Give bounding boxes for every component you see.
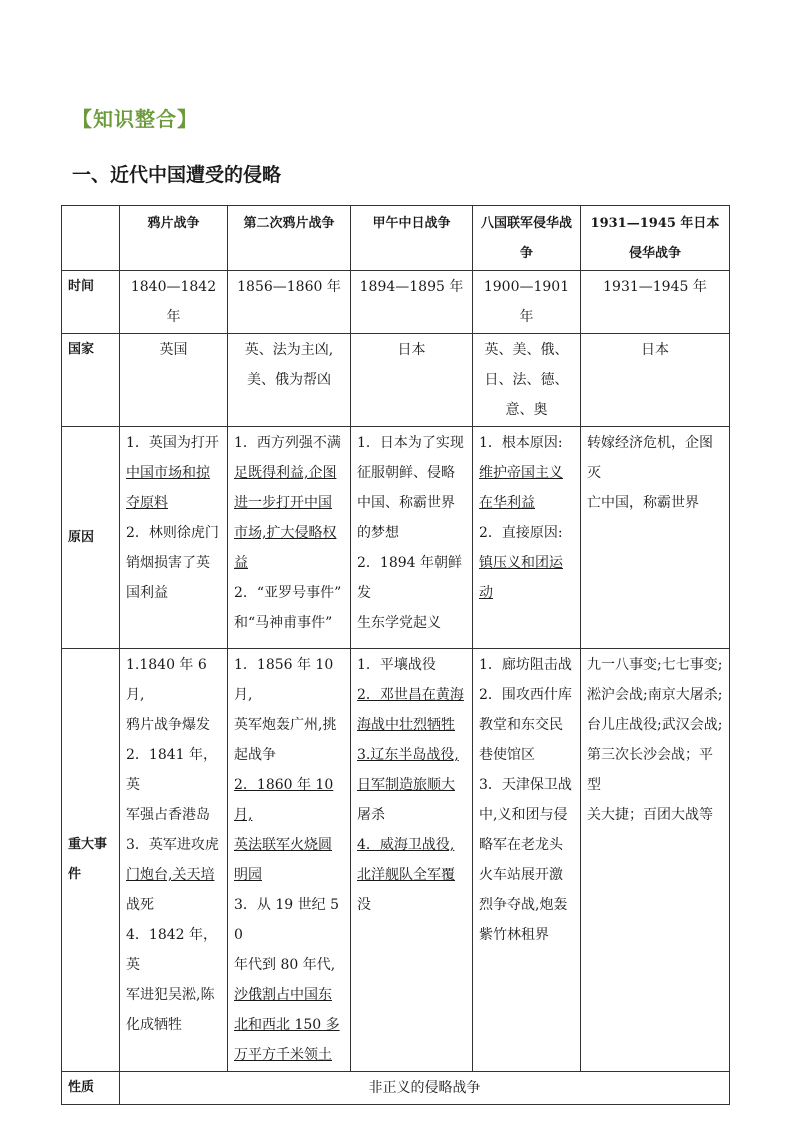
row-label-reason: 原因 <box>62 427 120 649</box>
cell-line: 征服朝鲜、侵略 <box>357 465 455 481</box>
time-cell: 1894—1895 年 <box>351 271 473 334</box>
cell-line: 动 <box>479 585 493 601</box>
cell-line: 北洋舰队全军覆 <box>357 867 455 883</box>
cell-line: 中国、称霸世界 <box>357 495 455 511</box>
cell-line: 台儿庄战役;武汉会战; <box>587 717 723 733</box>
cell-line: 2．1841 年，英 <box>126 747 217 793</box>
cell-line: 门炮台,关天培 <box>126 867 215 883</box>
cell-line: 年代到 80 年代, <box>234 957 336 973</box>
cell-line: 益 <box>234 555 248 571</box>
cell-line: 镇压义和团运 <box>479 555 563 571</box>
col-header-second-opium-war: 第二次鸦片战争 <box>228 206 351 271</box>
cell-line: 亡中国，称霸世界 <box>587 495 699 511</box>
cell-line: 2．邓世昌在黄海 <box>357 687 464 703</box>
country-cell: 英国 <box>120 334 228 427</box>
cell-line: 万平方千米领土 <box>234 1047 332 1063</box>
table-row-time <box>62 271 730 334</box>
reason-cell <box>473 427 581 649</box>
cell-line: 1．英国为打开 <box>126 435 219 451</box>
reason-cell <box>351 427 473 649</box>
cell-line: 3．从 19 世纪 50 <box>234 897 339 943</box>
cell-line: 巷使馆区 <box>479 747 535 763</box>
cell-line: 3.辽东半岛战役, <box>357 747 459 763</box>
events-cell <box>473 649 581 1072</box>
corner-cell <box>62 206 120 271</box>
cell-line: 销烟损害了英 <box>126 555 210 571</box>
cell-line: 1.1840 年 6 月, <box>126 657 207 703</box>
col-header-sino-japanese-war: 甲午中日战争 <box>351 206 473 271</box>
cell-line: 起战争 <box>234 747 276 763</box>
table-header-row <box>62 206 730 271</box>
cell-line: 的梦想 <box>357 525 399 541</box>
cell-line: 1．廊坊阻击战 <box>479 657 572 673</box>
cell-line: 1．根本原因: <box>479 435 563 451</box>
cell-line: 屠杀 <box>357 807 385 823</box>
cell-line: 2．直接原因: <box>479 525 563 541</box>
cell-line: 1．西方列强不满 <box>234 435 341 451</box>
row-label-time: 时间 <box>62 271 120 334</box>
cell-line: 和“马神甫事件” <box>234 615 333 631</box>
events-cell <box>351 649 473 1072</box>
cell-line: 进一步打开中国 <box>234 495 332 511</box>
cell-line: 2．林则徐虎门 <box>126 525 219 541</box>
cell-line: 足既得利益,企图 <box>234 465 337 481</box>
events-cell <box>581 649 730 1072</box>
cell-line: 2．1894 年朝鲜发 <box>357 555 462 601</box>
table-row-events <box>62 649 730 1072</box>
cell-line: 海战中壮烈牺牲 <box>357 717 455 733</box>
country-cell: 英、美、俄、日、法、德、意、奥 <box>473 334 581 427</box>
country-cell: 日本 <box>581 334 730 427</box>
row-label-nature: 性质 <box>62 1072 120 1105</box>
country-cell: 日本 <box>351 334 473 427</box>
cell-line: 紫竹林租界 <box>479 927 549 943</box>
row-label-events: 重大事件 <box>62 649 120 1072</box>
cell-line: 转嫁经济危机，企图灭 <box>587 435 713 481</box>
time-cell: 1856—1860 年 <box>228 271 351 334</box>
cell-line: 没 <box>357 897 371 913</box>
cell-line: 4．威海卫战役, <box>357 837 455 853</box>
cell-line: 军进犯吴淞,陈 <box>126 987 215 1003</box>
cell-line: 中国市场和掠 <box>126 465 210 481</box>
cell-line: 2．1860 年 10 月, <box>234 777 334 823</box>
page-heading: 一、近代中国遭受的侵略 <box>72 164 282 186</box>
cell-line: 沙俄割占中国东 <box>234 987 332 1003</box>
col-header-eight-nation: 八国联军侵华战争 <box>473 206 581 271</box>
cell-line: 中,义和团与侵 <box>479 807 568 823</box>
col-header-japan-invasion: 1931—1945 年日本侵华战争 <box>581 206 730 271</box>
cell-line: 4．1842 年，英 <box>126 927 217 973</box>
cell-line: 军强占香港岛 <box>126 807 210 823</box>
cell-line: 教堂和东交民 <box>479 717 563 733</box>
country-cell: 英、法为主凶,美、俄为帮凶 <box>228 334 351 427</box>
cell-line: 1．平壤战役 <box>357 657 436 673</box>
cell-line: 战死 <box>126 897 154 913</box>
cell-line: 烈争夺战,炮轰 <box>479 897 568 913</box>
cell-line: 略军在老龙头 <box>479 837 563 853</box>
cell-line: 2．围攻西什库 <box>479 687 572 703</box>
table-row-nature <box>62 1072 730 1105</box>
cell-line: 1．日本为了实现 <box>357 435 464 451</box>
cell-line: 日军制造旅顺大 <box>357 777 455 793</box>
cell-line: 明园 <box>234 867 262 883</box>
invasion-table <box>61 205 730 1105</box>
events-cell <box>228 649 351 1072</box>
reason-cell <box>228 427 351 649</box>
cell-line: 关大捷；百团大战等 <box>587 807 713 823</box>
events-cell <box>120 649 228 1072</box>
cell-line: 鸦片战争爆发 <box>126 717 210 733</box>
nature-cell: 非正义的侵略战争 <box>120 1072 730 1105</box>
cell-line: 化成牺牲 <box>126 1017 182 1033</box>
cell-line: 火车站展开激 <box>479 867 563 883</box>
table-row-reason <box>62 427 730 649</box>
cell-line: 1．1856 年 10 月, <box>234 657 334 703</box>
table-row-country <box>62 334 730 427</box>
cell-line: 英法联军火烧圆 <box>234 837 332 853</box>
col-header-opium-war: 鸦片战争 <box>120 206 228 271</box>
cell-line: 夺原料 <box>126 495 168 511</box>
cell-line: 第三次长沙会战；平型 <box>587 747 713 793</box>
cell-line: 市场,扩大侵略权 <box>234 525 337 541</box>
cell-line: 英军炮轰广州,挑 <box>234 717 337 733</box>
cell-line: 在华利益 <box>479 495 535 511</box>
cell-line: 3．天津保卫战 <box>479 777 572 793</box>
time-cell: 1931—1945 年 <box>581 271 730 334</box>
cell-line: 3．英军进攻虎 <box>126 837 219 853</box>
reason-cell <box>120 427 228 649</box>
cell-line: 生东学党起义 <box>357 615 441 631</box>
time-cell: 1840—1842 年 <box>120 271 228 334</box>
reason-cell <box>581 427 730 649</box>
cell-line: 九一八事变;七七事变; <box>587 657 723 673</box>
cell-line: 2．“亚罗号事件” <box>234 585 342 601</box>
row-label-country: 国家 <box>62 334 120 427</box>
time-cell: 1900—1901 年 <box>473 271 581 334</box>
cell-line: 维护帝国主义 <box>479 465 563 481</box>
cell-line: 北和西北 150 多 <box>234 1017 340 1033</box>
cell-line: 淞沪会战;南京大屠杀; <box>587 687 723 703</box>
cell-line: 国利益 <box>126 585 168 601</box>
section-label: 【知识整合】 <box>72 107 198 131</box>
